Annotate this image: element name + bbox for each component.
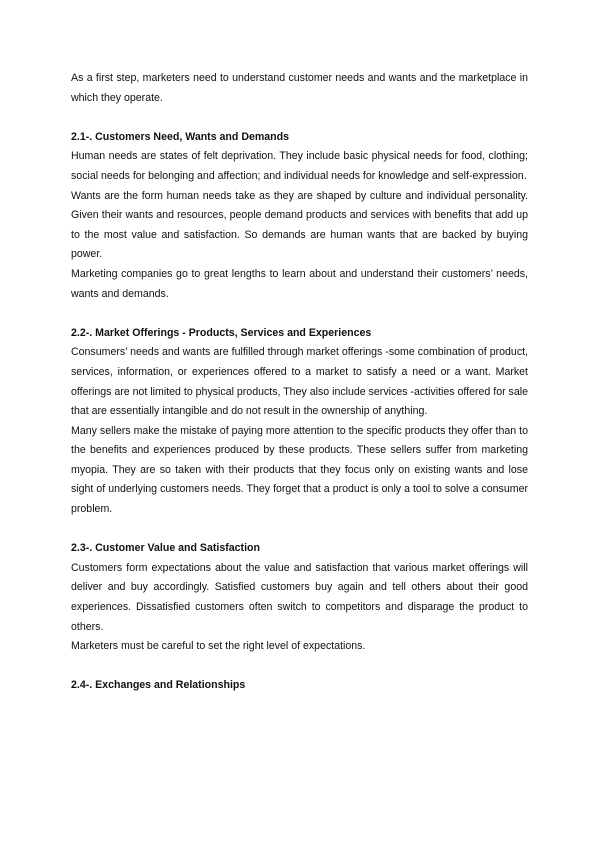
paragraph: Human needs are states of felt deprivation. They include basic physical needs for food, clothing; social needs for belonging and affection; and individual needs for knowledge and self-expression. <box>71 150 528 182</box>
section-heading: 2.2-. Market Offerings - Products, Services and Experiences <box>71 326 372 339</box>
section-2-1 <box>71 128 528 304</box>
section-heading: 2.3-. Customer Value and Satisfaction <box>71 542 260 555</box>
paragraph: Marketing companies go to great lengths to learn about and understand their customers’ needs, wants and demands. <box>71 267 528 300</box>
document-page <box>71 69 528 716</box>
section-2-2 <box>71 324 528 520</box>
intro-paragraph: As a first step, marketers need to understand customer needs and wants and the marketplace in which they operate. <box>71 72 528 104</box>
paragraph: Consumers’ needs and wants are fulfilled through market offerings -some combination of product, services, information, or experiences offered to a market to satisfy a need or a want. Market offerings are not limited to physical products, They also include services -activities offered for sale that are essentially intangible and do not result in the ownership of anything. <box>71 346 528 418</box>
paragraph: Many sellers make the mistake of paying more attention to the specific products they offer than to the benefits and experiences produced by these products. These sellers suffer from marketing myopia. They are so taken with their products that they focus only on existing wants and lose sight of underlying customers needs. They forget that a product is only a tool to solve a consumer problem. <box>71 424 528 516</box>
section-heading: 2.1-. Customers Need, Wants and Demands <box>71 130 290 143</box>
paragraph: Customers form expectations about the value and satisfaction that various market offerings will deliver and buy accordingly. Satisfied customers buy again and tell others about their good experiences. Dissatisfied customers often switch to competitors and disparage the product to others. <box>71 561 528 633</box>
paragraph: Marketers must be careful to set the right level of expectations. <box>71 640 366 653</box>
section-2-4 <box>71 676 528 696</box>
paragraph: Wants are the form human needs take as they are shaped by culture and individual personality. Given their wants and resources, people demand products and services with benefits that add up to the most value and satisfaction. So demands are human wants that are backed by buying power. <box>71 189 528 261</box>
section-2-3 <box>71 539 528 657</box>
section-heading: 2.4-. Exchanges and Relationships <box>71 679 246 692</box>
